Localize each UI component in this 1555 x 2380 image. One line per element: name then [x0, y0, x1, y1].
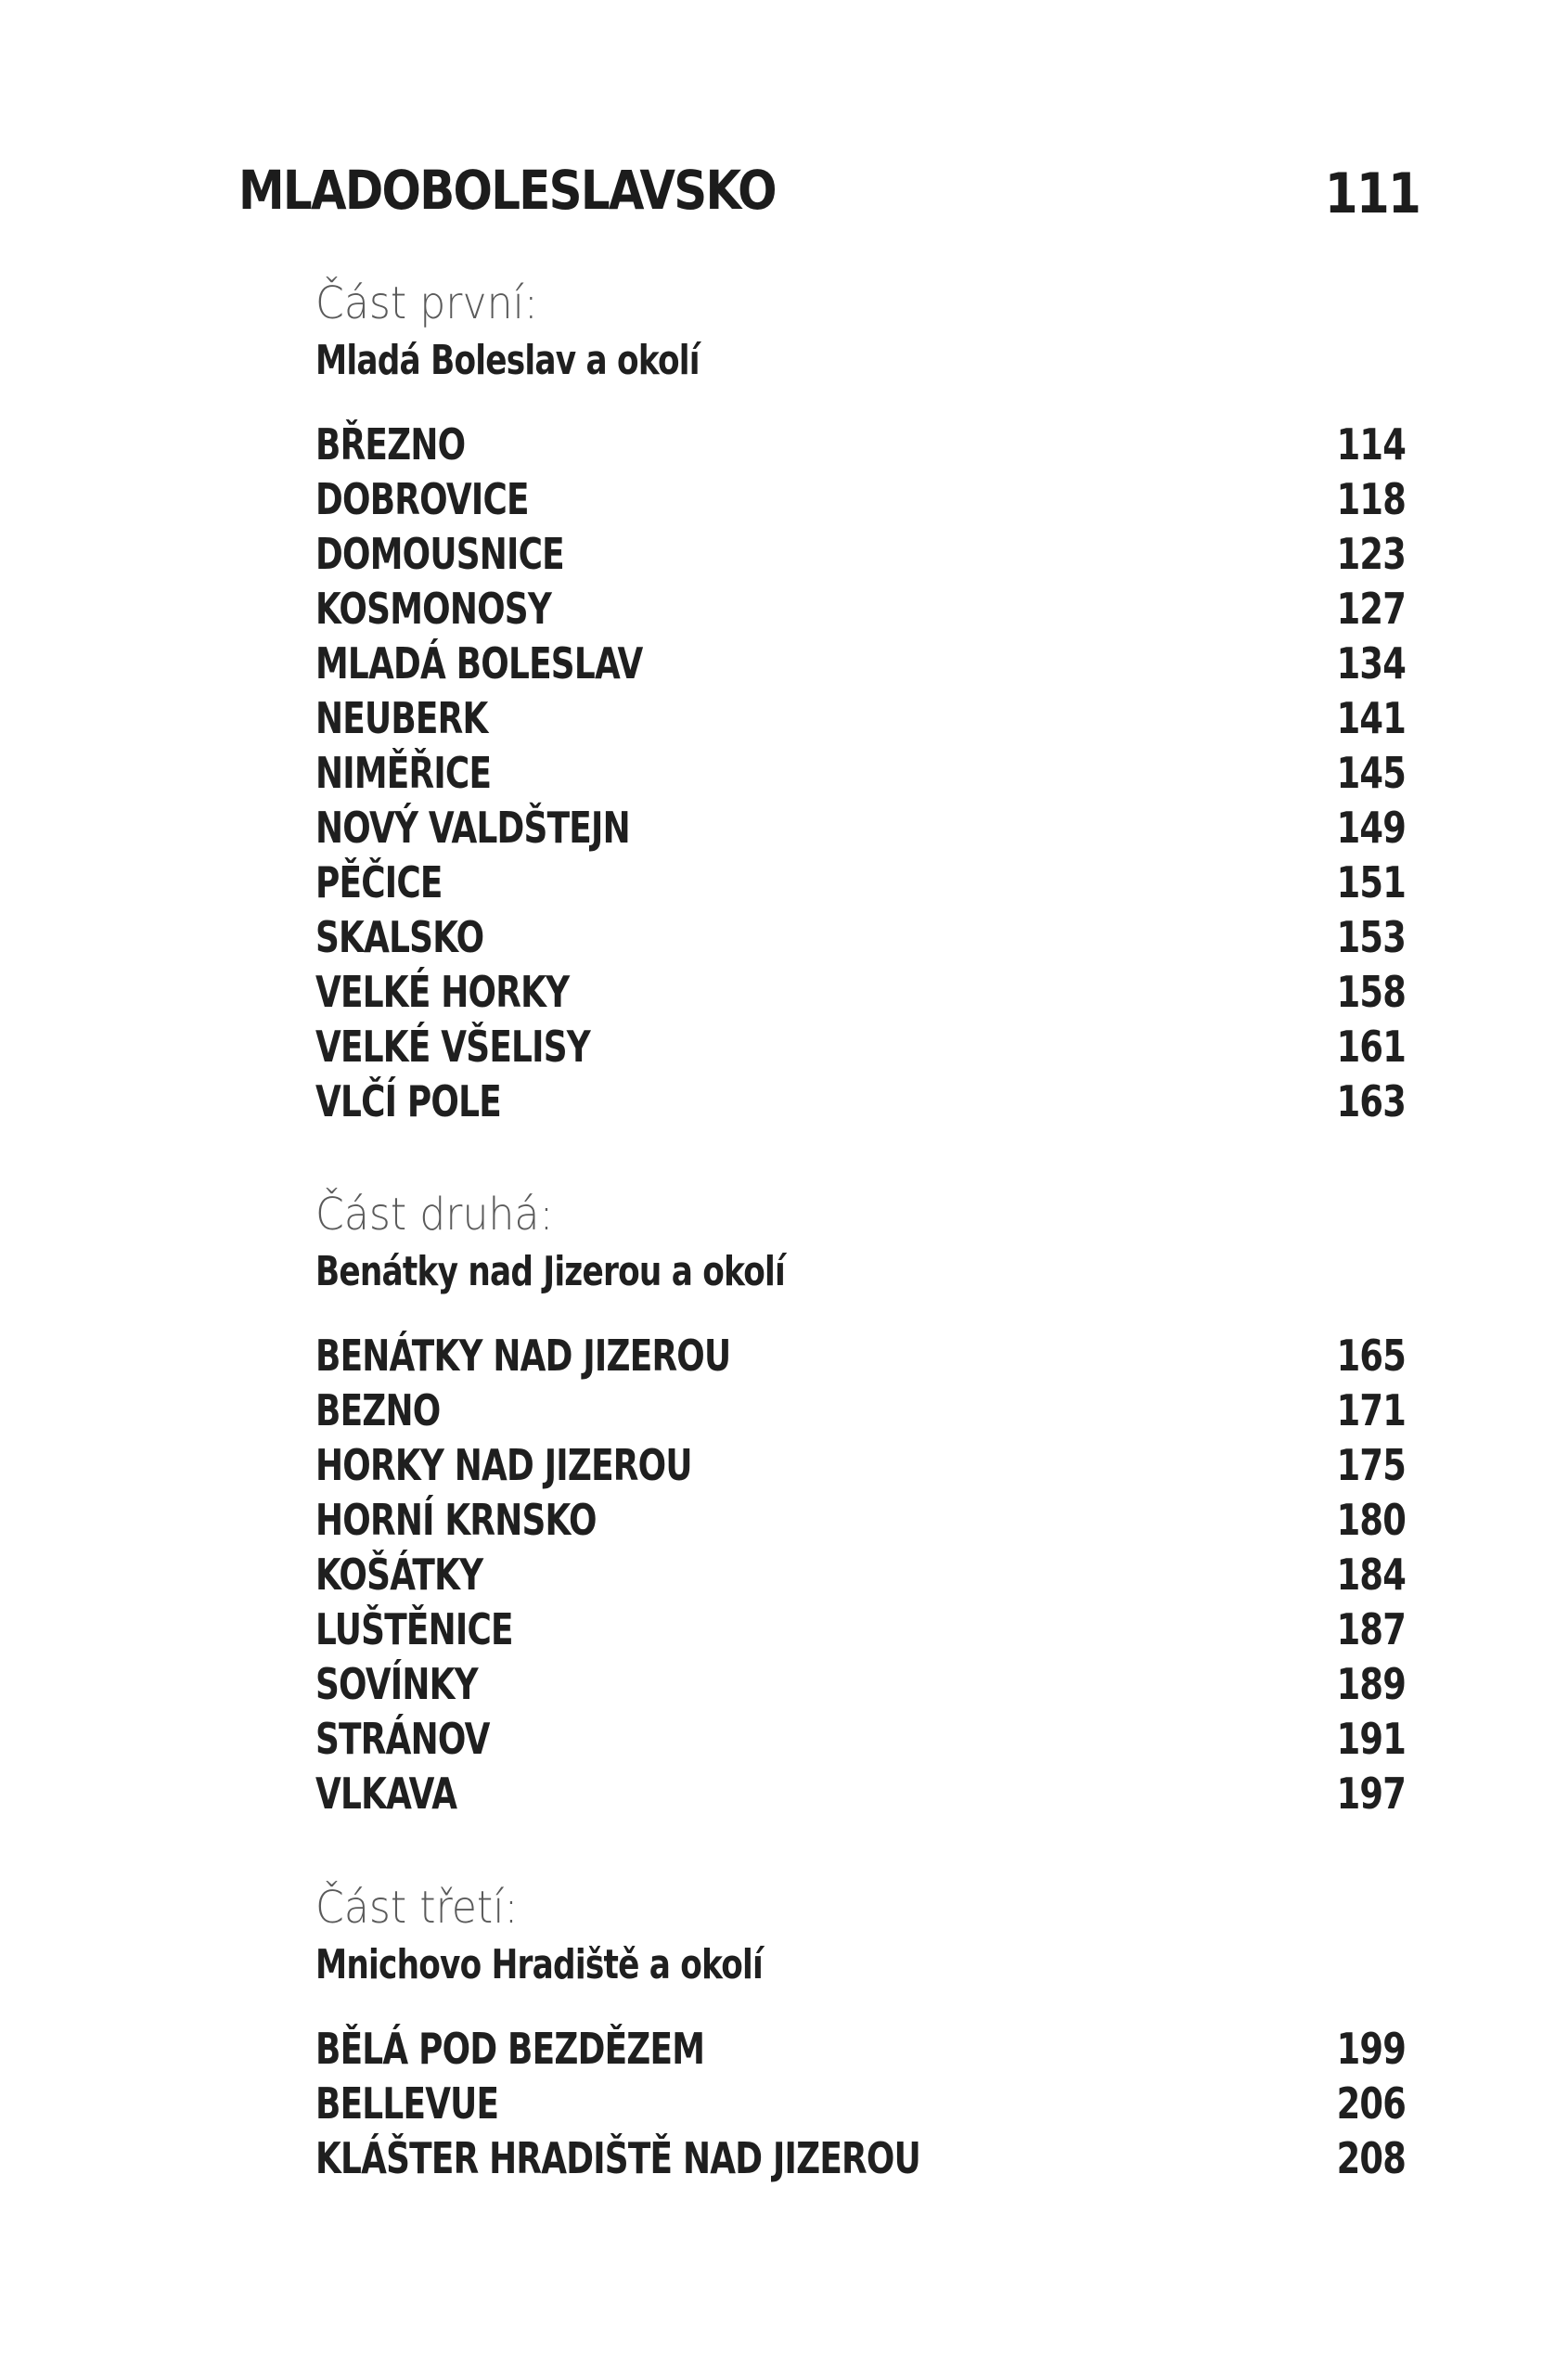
toc-entry — [315, 1493, 1406, 1548]
entry-page-number: 145 — [1336, 748, 1406, 798]
entry-list — [315, 2022, 1406, 2186]
part-title: Benátky nad Jizerou a okolí — [315, 1248, 786, 1295]
toc-entry — [315, 1602, 1406, 1657]
toc-entry — [315, 2131, 1406, 2186]
toc-entry — [315, 691, 1406, 746]
toc-entry — [315, 910, 1406, 965]
section-part-2 — [315, 1186, 1406, 1821]
entry-name: SKALSKO — [315, 912, 484, 962]
entry-name: NEUBERK — [315, 693, 488, 743]
entry-name: STRÁNOV — [315, 1714, 490, 1764]
chapter-header — [238, 148, 1420, 232]
entry-name: BENÁTKY NAD JIZEROU — [315, 1331, 731, 1381]
chapter-title: MLADOBOLESLAVSKO — [238, 159, 776, 222]
entry-page-number: 208 — [1336, 2133, 1406, 2183]
section-part-3 — [315, 1879, 1406, 2186]
entry-page-number: 151 — [1336, 857, 1406, 907]
toc-entry — [315, 856, 1406, 910]
entry-name: VELKÉ VŠELISY — [315, 1022, 590, 1072]
entry-page-number: 197 — [1336, 1769, 1406, 1819]
entry-name: KLÁŠTER HRADIŠTĚ NAD JIZEROU — [315, 2133, 920, 2183]
toc-entry — [315, 965, 1406, 1020]
entry-page-number: 141 — [1336, 693, 1406, 743]
entry-name: NOVÝ VALDŠTEJN — [315, 803, 630, 853]
entry-name: BŘEZNO — [315, 419, 466, 470]
entry-name: BĚLÁ POD BEZDĚZEM — [315, 2024, 705, 2074]
entry-name: BEZNO — [315, 1385, 441, 1435]
section-part-1 — [315, 275, 1406, 1129]
part-label: Část první: — [315, 277, 538, 329]
toc-entry — [315, 1383, 1406, 1438]
entry-page-number: 158 — [1336, 967, 1406, 1017]
entry-page-number: 184 — [1336, 1550, 1406, 1600]
entry-name: VLKAVA — [315, 1769, 457, 1819]
toc-entry — [315, 1657, 1406, 1712]
entry-name: DOMOUSNICE — [315, 529, 564, 579]
toc-entry — [315, 2077, 1406, 2131]
toc-entry — [315, 527, 1406, 582]
entry-page-number: 191 — [1336, 1714, 1406, 1764]
entry-page-number: 180 — [1336, 1495, 1406, 1545]
entry-page-number: 127 — [1336, 584, 1406, 634]
entry-name: KOŠÁTKY — [315, 1550, 483, 1600]
toc-entry — [315, 472, 1406, 527]
entry-name: DOBROVICE — [315, 474, 529, 524]
entry-name: NIMĚŘICE — [315, 748, 492, 798]
entry-name: HORKY NAD JIZEROU — [315, 1440, 692, 1490]
toc-entry — [315, 801, 1406, 856]
toc-entry — [315, 1548, 1406, 1602]
entry-page-number: 161 — [1336, 1022, 1406, 1072]
entry-page-number: 206 — [1336, 2078, 1406, 2129]
entry-name: VLČÍ POLE — [315, 1076, 501, 1126]
entry-name: HORNÍ KRNSKO — [315, 1495, 597, 1545]
entry-page-number: 199 — [1336, 2024, 1406, 2074]
toc-entry — [315, 1074, 1406, 1129]
entry-page-number: 134 — [1336, 638, 1406, 688]
entry-name: BELLEVUE — [315, 2078, 499, 2129]
part-label: Část třetí: — [315, 1882, 519, 1934]
toc-entry — [315, 1712, 1406, 1767]
entry-page-number: 118 — [1336, 474, 1406, 524]
entry-page-number: 189 — [1336, 1659, 1406, 1709]
toc-entry — [315, 1329, 1406, 1383]
entry-name: SOVÍNKY — [315, 1659, 478, 1709]
entry-page-number: 153 — [1336, 912, 1406, 962]
entry-page-number: 175 — [1336, 1440, 1406, 1490]
entry-name: KOSMONOSY — [315, 584, 552, 634]
entry-name: PĚČICE — [315, 857, 443, 907]
entry-name: LUŠTĚNICE — [315, 1604, 513, 1654]
entry-page-number: 149 — [1336, 803, 1406, 853]
part-title: Mnichovo Hradiště a okolí — [315, 1941, 764, 1988]
toc-entry — [315, 2022, 1406, 2077]
entry-name: MLADÁ BOLESLAV — [315, 638, 643, 688]
toc-entry — [315, 637, 1406, 691]
toc-entry — [315, 1767, 1406, 1821]
entry-name: VELKÉ HORKY — [315, 967, 570, 1017]
toc-entry — [315, 746, 1406, 801]
entry-page-number: 163 — [1336, 1076, 1406, 1126]
toc-entry — [315, 418, 1406, 472]
toc-entry — [315, 582, 1406, 637]
entry-list — [315, 418, 1406, 1129]
entry-list — [315, 1329, 1406, 1821]
entry-page-number: 171 — [1336, 1385, 1406, 1435]
entry-page-number: 114 — [1336, 419, 1406, 470]
entry-page-number: 165 — [1336, 1331, 1406, 1381]
entry-page-number: 123 — [1336, 529, 1406, 579]
part-title: Mladá Boleslav a okolí — [315, 337, 700, 384]
toc-entry — [315, 1438, 1406, 1493]
part-label: Část druhá: — [315, 1189, 554, 1241]
entry-page-number: 187 — [1336, 1604, 1406, 1654]
toc-entry — [315, 1020, 1406, 1074]
chapter-page-number: 111 — [1324, 161, 1420, 226]
